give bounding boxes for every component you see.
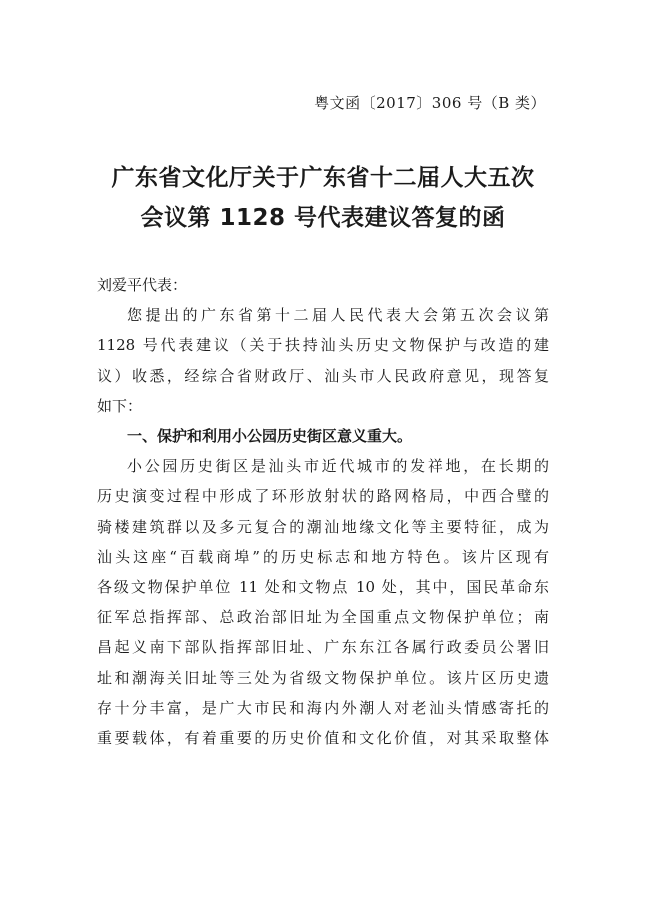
text-line: 昌起义南下部队指挥部旧址、广东东江各属行政委员公署旧: [97, 638, 549, 657]
paragraph-intro: [97, 300, 549, 421]
text-line: 1128 号代表建议（关于扶持汕头历史文物保护与改造的建: [97, 336, 549, 355]
text-line: 各级文物保护单位 11 处和文物点 10 处，其中，国民革命东: [97, 578, 549, 597]
text-line: 如下：: [97, 396, 143, 415]
text-line: 历史演变过程中形成了环形放射状的路网格局，中西合璧的: [97, 487, 549, 506]
title-line-1: 广东省文化厅关于广东省十二届人大五次: [111, 165, 535, 191]
text-line: 小公园历史街区是汕头市近代城市的发祥地，在长期的: [127, 457, 549, 476]
text-line: 骑楼建筑群以及多元复合的潮汕地缘文化等主要特征，成为: [97, 517, 549, 536]
title-line-2: 会议第 1128 号代表建议答复的函: [140, 205, 506, 231]
text-line: 存十分丰富，是广大市民和海内外潮人对老汕头情感寄托的: [97, 698, 549, 717]
text-line: 征军总指挥部、总政治部旧址为全国重点文物保护单位；南: [97, 608, 549, 627]
paragraph-section-1: [97, 451, 549, 753]
text-line: 址和潮海关旧址等三处为省级文物保护单位。该片区历史遗: [97, 668, 549, 687]
text-line: 重要载体，有着重要的历史价值和文化价值，对其采取整体: [97, 729, 549, 748]
document-number: 粤文函〔2017〕306 号（B 类）: [314, 94, 546, 112]
section-heading-1: 一、保护和利用小公园历史街区意义重大。: [127, 427, 413, 446]
text-line: 您提出的广东省第十二届人民代表大会第五次会议第: [127, 306, 549, 325]
salutation: 刘爱平代表：: [97, 276, 188, 294]
document-body: [97, 270, 549, 753]
document-title: [60, 158, 586, 238]
text-line: 汕头这座“百载商埠”的历史标志和地方特色。该片区现有: [97, 547, 549, 566]
text-line: 议）收悉，经综合省财政厅、汕头市人民政府意见，现答复: [97, 366, 549, 385]
